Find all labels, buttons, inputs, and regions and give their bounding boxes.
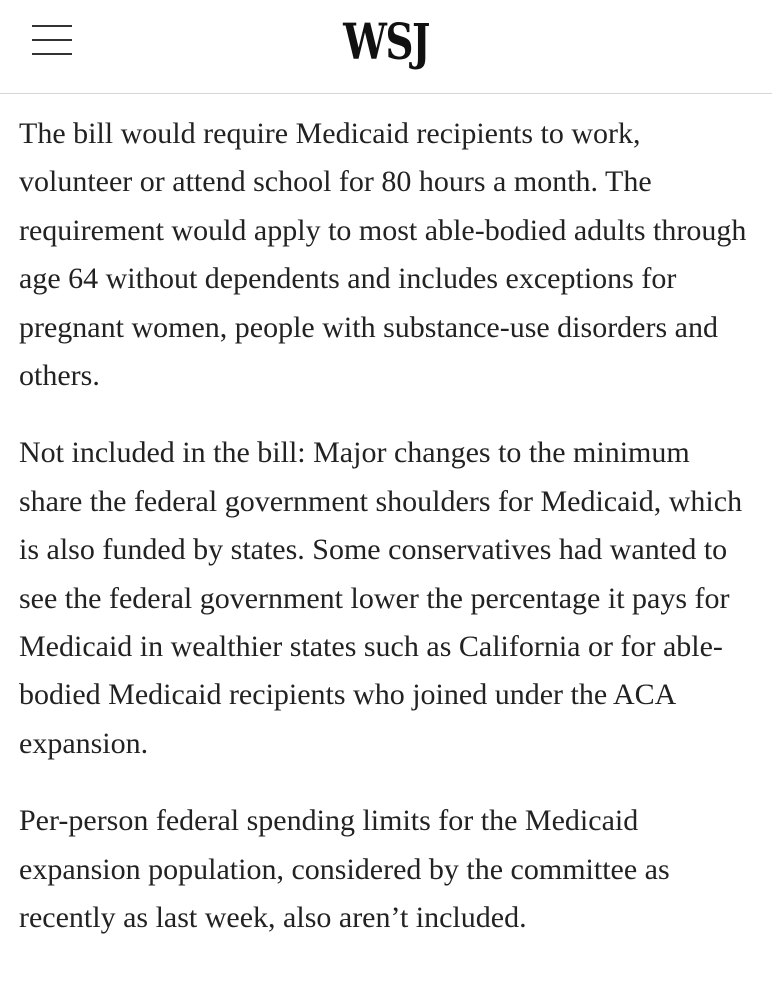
- article-paragraph-3: Per-person federal spending limits for the Medicaid expansion population, considered by the committee as recently as last week, also aren’t included.: [19, 804, 670, 935]
- article-paragraph-2: Not included in the bill: Major changes to the minimum share the federal government shoulders for Medicaid, which is also funded by states. Some conservatives had wanted to see the federal government lower the percentage it pays for Medicaid in wealthier states such as California or for able-bodied Medicaid recipients who joined under the ACA expansion.: [19, 436, 743, 760]
- wsj-logo[interactable]: WSJ: [343, 12, 429, 71]
- top-nav-bar: [0, 0, 772, 94]
- article-paragraph-1: The bill would require Medicaid recipients to work, volunteer or attend school for 80 hours a month. The requirement would apply to most able-bodied adults through age 64 without dependents and includes exceptions for pregnant women, people with substance-use disorders and others.: [19, 117, 747, 393]
- hamburger-menu-icon[interactable]: [30, 22, 74, 58]
- article-body: [19, 110, 759, 972]
